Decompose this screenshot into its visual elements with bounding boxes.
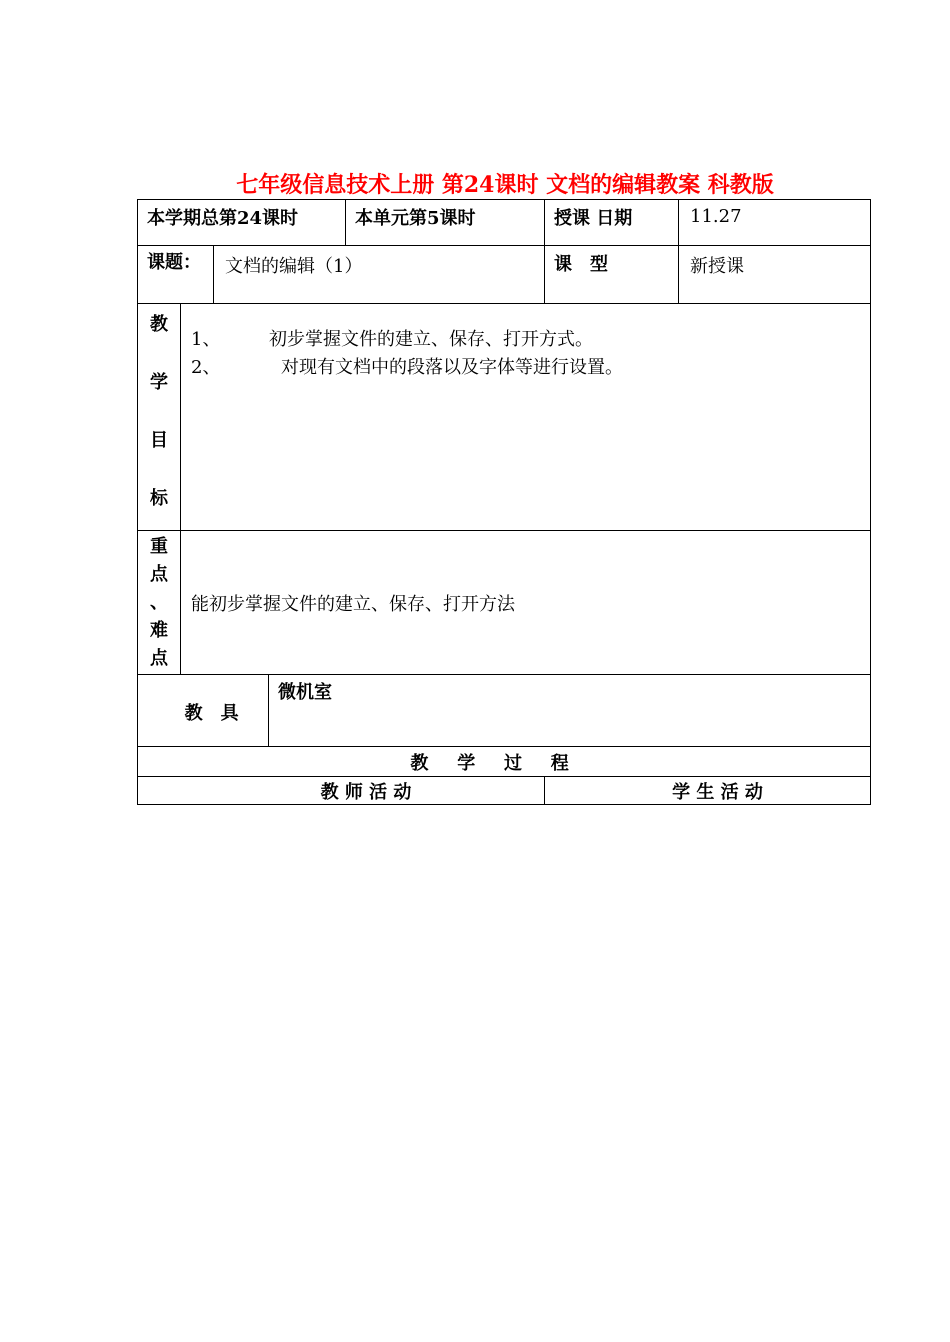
objective-item (191, 354, 870, 382)
tools-label: 教 具 (184, 703, 239, 724)
date-label-cell (545, 200, 679, 246)
type-value-cell (679, 246, 871, 304)
key-points-label-char: 重 (150, 536, 168, 557)
objectives-label-char: 目 (150, 430, 168, 451)
objective-text: 对现有文档中的段落以及字体等进行设置。 (281, 357, 623, 378)
tools-value: 微机室 (278, 682, 332, 703)
lesson-plan-table (137, 199, 871, 805)
type-label-cell (545, 246, 679, 304)
topic-label-cell (138, 246, 214, 304)
objective-number: 1、 (191, 329, 221, 350)
table-row-period (138, 200, 871, 246)
key-points-label-char: 点 (150, 648, 168, 669)
date-label: 授课 日期 (554, 208, 633, 229)
unit-period-label: 本单元第5课时 (355, 208, 476, 229)
table-row-key-points (138, 531, 871, 675)
total-period-label: 本学期总第24课时 (147, 208, 299, 229)
key-points-label-char: 点 (150, 564, 168, 585)
key-points-label-char: 、 (150, 592, 168, 613)
objectives-label-char: 标 (150, 488, 168, 509)
topic-value: 文档的编辑（1） (225, 256, 363, 277)
process-header: 教学过程 (410, 752, 598, 774)
process-header-cell (138, 747, 871, 777)
topic-label: 课题： (147, 252, 201, 273)
document-title: 七年级信息技术上册 第24课时 文档的编辑教案 科教版 (236, 172, 774, 198)
table-row-process-header (138, 747, 871, 777)
tools-label-cell (138, 675, 269, 747)
table-row-activities (138, 777, 871, 805)
objectives-content-cell (181, 304, 871, 531)
student-activity-cell (545, 777, 871, 805)
total-period-cell (138, 200, 346, 246)
date-value-cell (679, 200, 871, 246)
type-value: 新授课 (690, 256, 744, 277)
unit-period-cell (346, 200, 545, 246)
teacher-activity-cell (138, 777, 545, 805)
topic-value-cell (214, 246, 545, 304)
teacher-activity-label: 教 师 活 动 (320, 781, 412, 803)
key-points-content-cell (181, 531, 871, 675)
tools-value-cell (269, 675, 871, 747)
table-row-tools (138, 675, 871, 747)
objective-text: 初步掌握文件的建立、保存、打开方式。 (269, 329, 593, 350)
key-points-label-cell (138, 531, 181, 675)
table-row-objectives (138, 304, 871, 531)
objectives-label-char: 学 (150, 372, 168, 393)
objective-item (191, 326, 870, 354)
objectives-label-char: 教 (150, 314, 168, 335)
type-label: 课 型 (554, 254, 608, 275)
date-value: 11.27 (690, 206, 742, 227)
objective-number: 2、 (191, 357, 221, 378)
student-activity-label: 学 生 活 动 (672, 781, 763, 803)
objectives-label-cell (138, 304, 181, 531)
key-points-text: 能初步掌握文件的建立、保存、打开方法 (191, 593, 515, 615)
key-points-label-char: 难 (150, 620, 168, 641)
table-row-topic (138, 246, 871, 304)
